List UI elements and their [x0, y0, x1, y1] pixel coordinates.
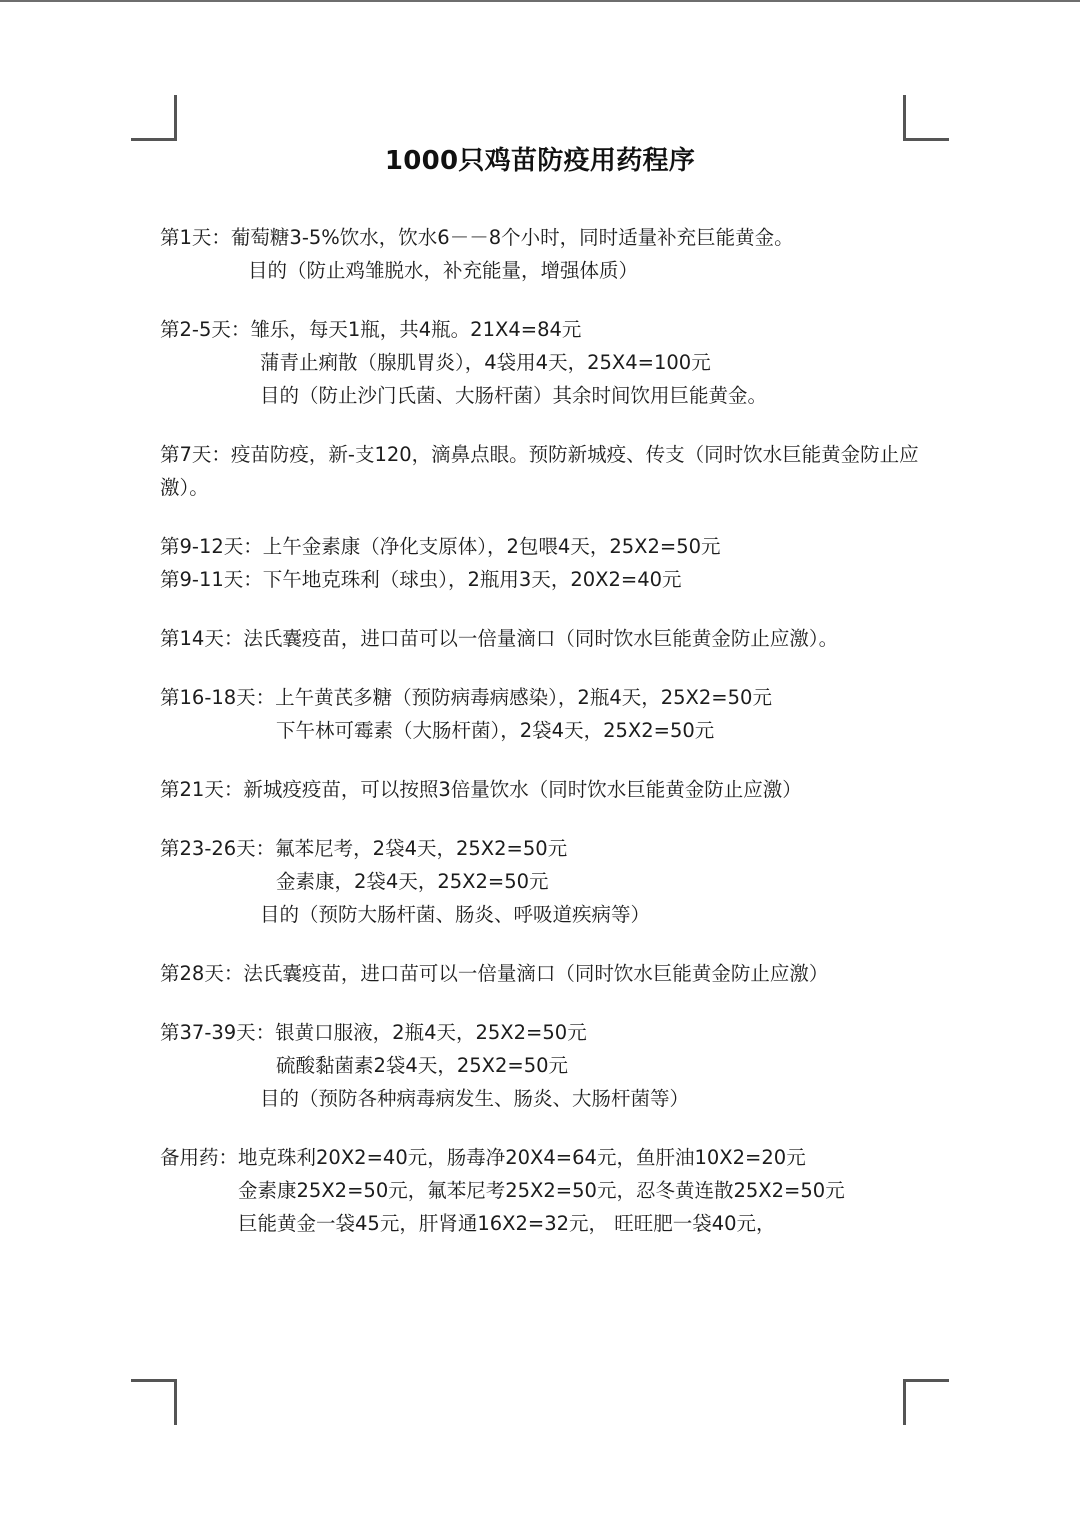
crop-mark-bottom-left — [131, 1379, 177, 1425]
program-line: 第28天：法氏囊疫苗，进口苗可以一倍量滴口（同时饮水巨能黄金防止应激） — [160, 962, 829, 985]
program-block — [160, 438, 920, 504]
program-line: 激）。 — [160, 476, 209, 499]
program-line: 蒲青止痢散（腺肌胃炎），4袋用4天，25X4=100元 — [260, 351, 711, 374]
program-line: 目的（防止鸡雏脱水，补充能量，增强体质） — [248, 259, 639, 282]
crop-mark-horizontal-tick — [903, 1379, 949, 1382]
crop-mark-horizontal-tick — [131, 1379, 177, 1382]
program-line: 目的（防止沙门氏菌、大肠杆菌）其余时间饮用巨能黄金。 — [260, 384, 768, 407]
program-line: 第16-18天：上午黄芪多糖（预防病毒病感染），2瓶4天，25X2=50元 — [160, 686, 772, 709]
program-block — [160, 957, 920, 990]
program-line: 第9-11天：下午地克珠利（球虫），2瓶用3天，20X2=40元 — [160, 568, 682, 591]
document-content — [160, 140, 920, 1240]
program-line: 第1天：葡萄糖3-5%饮水，饮水6－－8个小时，同时适量补充巨能黄金。 — [160, 226, 794, 249]
program-block — [160, 1141, 920, 1240]
program-block — [160, 773, 920, 806]
crop-mark-vertical-tick — [174, 95, 177, 141]
program-block — [160, 1016, 920, 1115]
program-block — [160, 681, 920, 747]
crop-mark-bottom-right — [903, 1379, 949, 1425]
program-line: 目的（预防大肠杆菌、肠炎、呼吸道疾病等） — [260, 903, 651, 926]
program-line: 第21天：新城疫疫苗，可以按照3倍量饮水（同时饮水巨能黄金防止应激） — [160, 778, 802, 801]
program-block — [160, 622, 920, 655]
program-line: 第9-12天：上午金素康（净化支原体），2包喂4天，25X2=50元 — [160, 535, 721, 558]
program-block — [160, 313, 920, 412]
program-line: 第37-39天：银黄口服液，2瓶4天，25X2=50元 — [160, 1021, 587, 1044]
program-block — [160, 530, 920, 596]
crop-mark-vertical-tick — [903, 95, 906, 141]
crop-mark-top-left — [131, 95, 177, 141]
program-line: 第14天：法氏囊疫苗，进口苗可以一倍量滴口（同时饮水巨能黄金防止应激）。 — [160, 627, 839, 650]
program-line: 金素康25X2=50元，氟苯尼考25X2=50元，忍冬黄连散25X2=50元 — [238, 1179, 845, 1202]
program-line: 下午林可霉素（大肠杆菌），2袋4天，25X2=50元 — [276, 719, 715, 742]
program-line: 第2-5天：雏乐，每天1瓶，共4瓶。21X4=84元 — [160, 318, 582, 341]
crop-mark-top-right — [903, 95, 949, 141]
program-line: 目的（预防各种病毒病发生、肠炎、大肠杆菌等） — [260, 1087, 690, 1110]
program-line: 第7天：疫苗防疫，新-支120，滴鼻点眼。预防新城疫、传支（同时饮水巨能黄金防止应 — [160, 443, 919, 466]
program-line: 金素康，2袋4天，25X2=50元 — [276, 870, 549, 893]
crop-mark-vertical-tick — [174, 1379, 177, 1425]
program-line: 硫酸黏菌素2袋4天，25X2=50元 — [276, 1054, 569, 1077]
program-line: 巨能黄金一袋45元，肝肾通16X2=32元， 旺旺肥一袋40元， — [238, 1212, 776, 1235]
program-line: 备用药：地克珠利20X2=40元，肠毒净20X4=64元，鱼肝油10X2=20元 — [160, 1146, 806, 1169]
program-block — [160, 832, 920, 931]
program-line: 第23-26天：氟苯尼考，2袋4天，25X2=50元 — [160, 837, 568, 860]
program-block — [160, 221, 920, 287]
crop-mark-vertical-tick — [903, 1379, 906, 1425]
program-block-list — [160, 221, 920, 1240]
page-title: 1000只鸡苗防疫用药程序 — [384, 146, 696, 176]
